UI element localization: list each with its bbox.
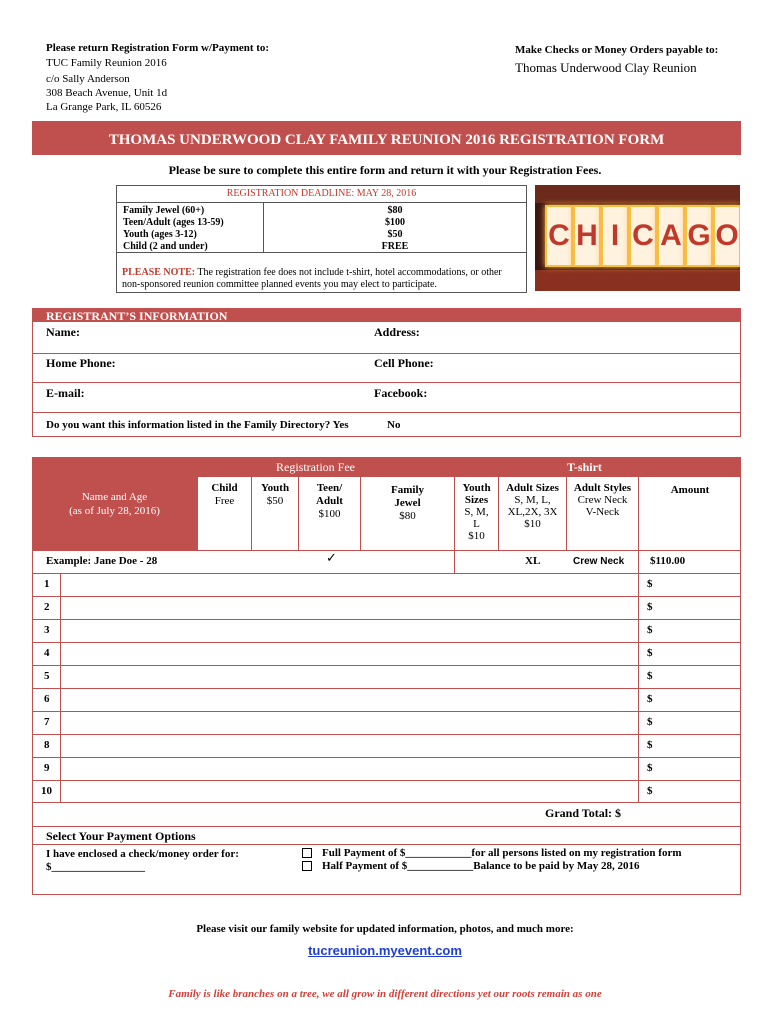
chicago-theatre-photo — [535, 185, 740, 291]
payable-name: Thomas Underwood Clay Reunion — [515, 60, 697, 75]
full-payment-option[interactable] — [302, 847, 682, 859]
table-header-bar — [32, 457, 741, 477]
row-dollar: $ — [647, 693, 653, 705]
sign-letter: A — [657, 205, 685, 267]
col-youth-price: $50 — [266, 495, 284, 507]
note-text-2: non-sponsored reunion committee planned events you may elect to participate. — [122, 279, 437, 290]
name-label: Name: — [46, 325, 80, 339]
fee-labels — [123, 205, 224, 253]
facebook-label: Facebook: — [374, 386, 428, 400]
website-link[interactable]: tucreunion.myevent.com — [308, 943, 462, 958]
visit-text: Please visit our family website for updated information, photos, and much more: — [196, 923, 574, 935]
row-number: 2 — [44, 601, 50, 613]
return-line: TUC Family Reunion 2016 — [46, 57, 167, 69]
return-line: 308 Beach Avenue, Unit 1d — [46, 87, 168, 99]
sign-letter: C — [629, 205, 657, 267]
return-line: c/o Sally Anderson — [46, 73, 130, 85]
col-teen-label: Teen/ — [316, 482, 343, 494]
row-number: 7 — [44, 716, 50, 728]
col-astyle: Crew Neck — [577, 494, 628, 506]
fee-note — [122, 267, 522, 291]
enclosed-amount: $_________________ — [46, 861, 145, 873]
col-jewel — [361, 484, 454, 523]
sign-letter: C — [545, 205, 573, 267]
row-dollar: $ — [647, 785, 653, 797]
directory-no: No — [387, 419, 401, 431]
half-payment-option[interactable] — [302, 860, 639, 872]
grand-total: Grand Total: $ — [545, 806, 622, 820]
col-teen-price: $100 — [318, 508, 341, 520]
fee-prices — [264, 205, 526, 253]
col-youth-label: Youth — [260, 482, 290, 494]
example-amount: $110.00 — [650, 555, 686, 567]
fee-label: Teen/Adult (ages 13-59) — [123, 217, 224, 228]
checkbox[interactable] — [302, 848, 312, 858]
col-teen — [299, 482, 360, 521]
fee-label: Child (2 and under) — [123, 241, 208, 252]
col-asize: Adult Sizes — [506, 482, 559, 494]
row-dollar: $ — [647, 716, 653, 728]
example-name: Example: Jane Doe - 28 — [46, 555, 158, 567]
full-payment-label: Full Payment of $____________for all persons listed on my registration form — [322, 847, 682, 859]
return-address — [46, 56, 167, 114]
payment-heading: Select Your Payment Options — [46, 829, 196, 843]
col-ysize: $10 — [468, 530, 485, 542]
half-payment-label: Half Payment of $____________Balance to be paid by May 28, 2016 — [322, 860, 640, 872]
row-number: 8 — [44, 739, 50, 751]
col-ysize: L — [473, 518, 480, 530]
row-dollar: $ — [647, 762, 653, 774]
example-style: Crew Neck — [573, 556, 625, 567]
fee-price: $80 — [387, 205, 403, 216]
col-ysize: S, M, — [464, 506, 489, 518]
row-number: 3 — [44, 624, 50, 636]
col-teen-label: Adult — [316, 495, 343, 507]
col-child — [198, 482, 251, 508]
col-jewel-label: Jewel — [394, 497, 421, 509]
col-jewel-label: Family — [391, 484, 424, 496]
name-age-line: Name and Age — [81, 491, 148, 503]
row-dollar: $ — [647, 739, 653, 751]
payable-heading: Make Checks or Money Orders payable to: — [515, 44, 719, 56]
col-youth — [252, 482, 298, 508]
sign-letter: O — [713, 205, 740, 267]
reg-fee-header: Registration Fee — [276, 460, 355, 474]
home-phone-label: Home Phone: — [46, 356, 116, 370]
row-number: 6 — [44, 693, 50, 705]
enclosed-label: I have enclosed a check/money order for: — [46, 848, 239, 860]
registrant-heading: REGISTRANT’S INFORMATION — [32, 308, 741, 322]
deadline-text: REGISTRATION DEADLINE: MAY 28, 2016 — [226, 188, 417, 199]
row-number: 10 — [41, 785, 52, 797]
col-asize: $10 — [524, 518, 541, 530]
address-label: Address: — [374, 325, 420, 339]
note-text: The registration fee does not include t-shirt, hotel accommodations, or other — [195, 267, 502, 278]
sign-letter: G — [685, 205, 713, 267]
col-child-label: Child — [211, 482, 238, 494]
col-amount: Amount — [670, 484, 710, 496]
sign-letter: H — [573, 205, 601, 267]
fee-box — [116, 185, 527, 293]
col-adult-styles — [567, 482, 638, 518]
row-number: 4 — [44, 647, 50, 659]
row-number: 9 — [44, 762, 50, 774]
return-heading: Please return Registration Form w/Payment to: — [46, 42, 270, 54]
cell-phone-label: Cell Phone: — [374, 356, 434, 370]
row-dollar: $ — [647, 670, 653, 682]
fee-label: Family Jewel (60+) — [123, 205, 205, 216]
col-ysize: Sizes — [464, 494, 489, 506]
fee-price: $50 — [387, 229, 403, 240]
name-age-line: (as of July 28, 2016) — [69, 505, 160, 517]
row-number: 5 — [44, 670, 50, 682]
example-check: ✓ — [326, 551, 337, 566]
col-asize: S, M, L, — [514, 494, 551, 506]
fee-price: $100 — [385, 217, 405, 228]
col-asize: XL,2X, 3X — [507, 506, 558, 518]
instruction-text: Please be sure to complete this entire form and return it with your Registration Fees. — [168, 163, 602, 177]
form-title: THOMAS UNDERWOOD CLAY FAMILY REUNION 2016 REGISTRATION FORM — [32, 121, 741, 155]
note-label: PLEASE NOTE: — [122, 267, 196, 278]
sign-letter: I — [601, 205, 629, 267]
col-youth-sizes — [455, 482, 498, 542]
fee-price: FREE — [381, 241, 409, 252]
row-dollar: $ — [647, 578, 653, 590]
tshirt-header: T-shirt — [567, 460, 602, 474]
col-adult-sizes — [499, 482, 566, 530]
row-dollar: $ — [647, 624, 653, 636]
row-number: 1 — [44, 578, 50, 590]
example-size: XL — [525, 555, 541, 567]
col-jewel-price: $80 — [399, 510, 416, 522]
col-astyle: V-Neck — [585, 506, 620, 518]
col-astyle: Adult Styles — [573, 482, 632, 494]
fee-label: Youth (ages 3-12) — [123, 229, 197, 240]
col-child-price: Free — [214, 495, 235, 507]
family-quote: Family is like branches on a tree, we all grow in different directions yet our roots remain as one — [168, 988, 602, 1000]
row-dollar: $ — [647, 647, 653, 659]
checkbox[interactable] — [302, 861, 312, 871]
directory-question: Do you want this information listed in the Family Directory? Yes — [46, 419, 349, 431]
name-age-header — [32, 477, 197, 550]
col-ysize: Youth — [462, 482, 491, 494]
email-label: E-mail: — [46, 386, 85, 400]
return-line: La Grange Park, IL 60526 — [46, 101, 162, 113]
row-dollar: $ — [647, 601, 653, 613]
